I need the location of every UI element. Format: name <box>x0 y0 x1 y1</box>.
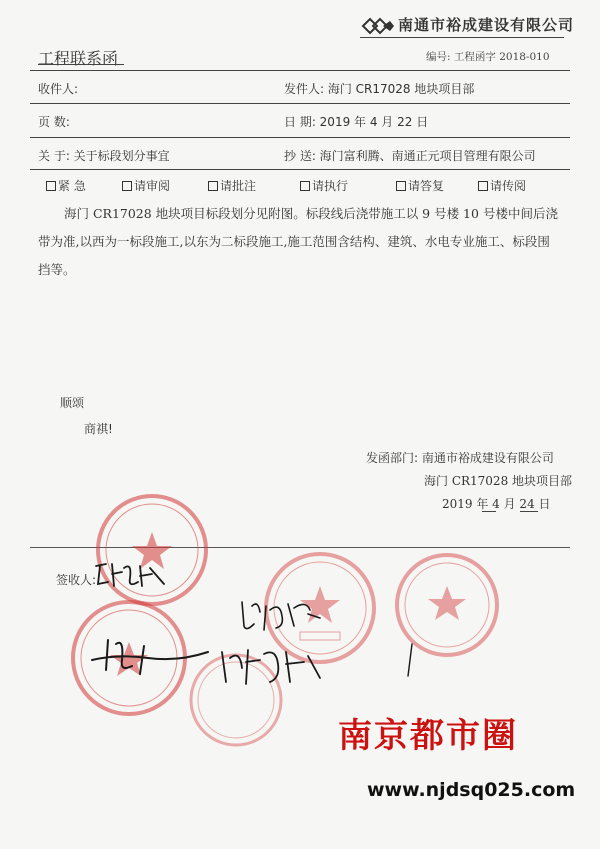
sending-date: 2019 年 4 月 24 日 <box>442 497 551 511</box>
checkbox-box <box>300 181 310 191</box>
checkbox-annotate[interactable]: 请批注 <box>208 177 256 194</box>
checkbox-box <box>208 181 218 191</box>
sending-project: 海门 CR17028 地块项目部 <box>424 474 573 488</box>
receiver-signature-1 <box>92 558 172 592</box>
checkbox-execute[interactable]: 请执行 <box>300 177 348 194</box>
cc-field: 抄 送: 海门富利腾、南通正元项目管理有限公司 <box>284 149 536 163</box>
checkbox-box <box>478 181 488 191</box>
checkbox-circulate[interactable]: 请传阅 <box>478 177 526 194</box>
sender-signature <box>236 596 326 640</box>
closing-regards: 商祺! <box>84 422 113 436</box>
sending-department: 发函部门: 南通市裕成建设有限公司 <box>366 451 554 465</box>
date-underline-month <box>482 511 496 512</box>
company-name: 南通市裕成建设有限公司 <box>398 16 575 34</box>
date-field: 日 期: 2019 年 4 月 22 日 <box>284 115 429 129</box>
sender-field: 发件人: 海门 CR17028 地块项目部 <box>284 82 475 96</box>
letter-body: 海门 CR17028 地块项目标段划分见附图。标段线后浇带施工以 9 号楼 10 号楼中间后浇带为准,以西为一标段施工,以东为二标段施工,施工范围含结构、建筑、水电专业施工、标段围挡等。 <box>38 206 558 277</box>
recipient-label: 收件人: <box>38 82 79 96</box>
form-top-rule <box>30 70 570 71</box>
subject-field: 关 于: 关于标段划分事宜 <box>38 149 170 163</box>
header-rule <box>360 37 564 38</box>
form-rule-3 <box>30 169 570 170</box>
company-logo-icon <box>361 16 395 36</box>
closing-greeting: 顺颂 <box>60 396 85 410</box>
title-underline <box>38 64 124 65</box>
company-seal-stamp <box>92 490 212 610</box>
document-number: 编号: 工程函字 2018-010 <box>426 51 550 63</box>
checkbox-review[interactable]: 请审阅 <box>122 177 170 194</box>
checkbox-box <box>122 181 132 191</box>
checkbox-box <box>46 181 56 191</box>
pages-label: 页 数: <box>38 115 70 129</box>
checkbox-reply[interactable]: 请答复 <box>396 177 444 194</box>
document-title: 工程联系函 <box>38 49 119 68</box>
checkbox-box <box>396 181 406 191</box>
receiver-signature-3 <box>216 642 326 690</box>
receiver-signature-mark <box>400 640 420 680</box>
date-underline-day <box>520 511 538 512</box>
form-rule-2 <box>30 137 570 138</box>
watermark-site-name: 南京都市圈 <box>338 716 518 756</box>
receiver-signature-2 <box>88 630 228 680</box>
checkbox-urgent[interactable]: 紧 急 <box>46 177 86 194</box>
watermark-url[interactable]: www.njdsq025.com <box>367 779 576 801</box>
form-rule-1 <box>30 103 570 104</box>
receipt-label: 签收人: <box>56 573 97 587</box>
